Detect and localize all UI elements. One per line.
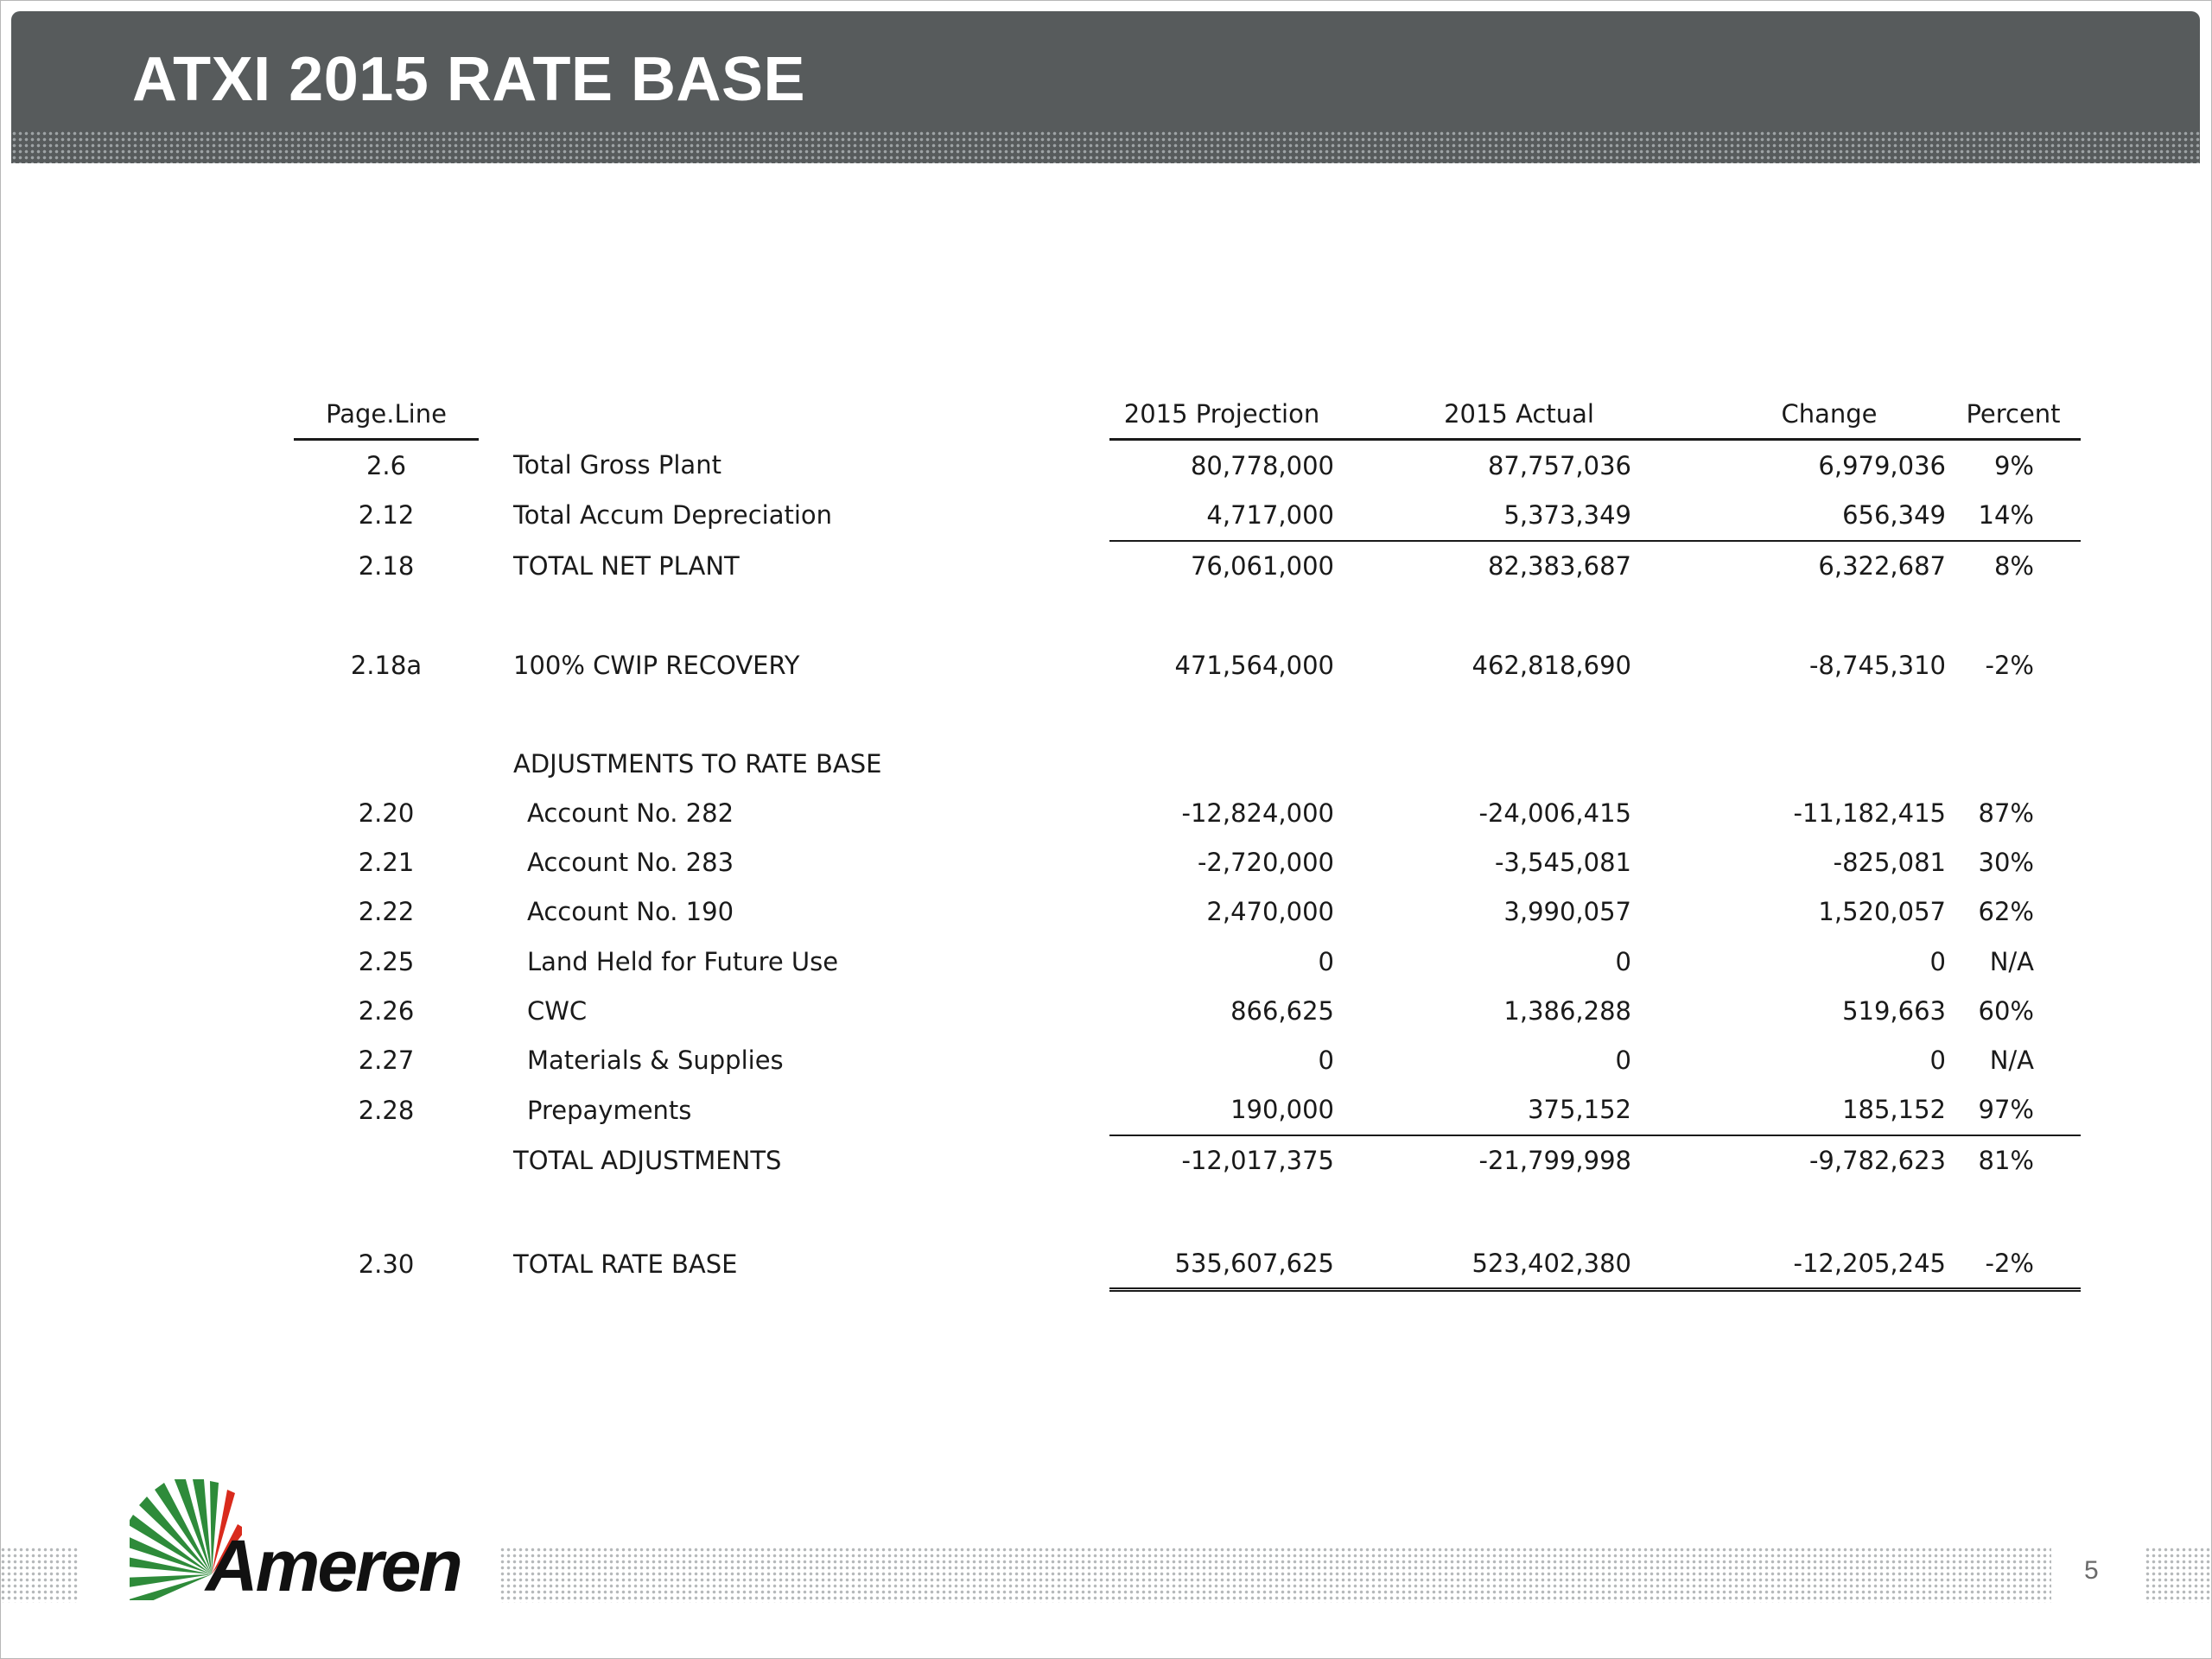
slide-title: ATXI 2015 RATE BASE [132, 45, 806, 114]
column-header-actual: 2015 Actual [1407, 389, 1631, 440]
projection-cell: -12,017,375 [1181, 1146, 1334, 1176]
page-line-cell: 2.26 [358, 995, 415, 1026]
actual-cell: 5,373,349 [1407, 490, 1631, 540]
percent-cell: 81% [1978, 1146, 2034, 1176]
actual-cell: -24,006,415 [1478, 798, 1631, 829]
table-row [294, 1085, 2081, 1135]
projection-cell: 0 [1318, 946, 1334, 976]
percent-cell: N/A [1989, 946, 2034, 976]
description-cell: TOTAL RATE BASE [513, 1249, 738, 1279]
page-line-cell: 2.18a [350, 650, 423, 680]
description-cell: Land Held for Future Use [527, 946, 839, 976]
description-cell: Prepayments [527, 1095, 692, 1125]
projection-cell: 866,625 [1230, 995, 1334, 1026]
change-cell: -12,205,245 [1635, 1238, 1946, 1290]
actual-cell: 523,402,380 [1407, 1238, 1631, 1290]
change-cell: 0 [1929, 946, 1946, 976]
projection-cell: 2,470,000 [1206, 897, 1334, 927]
change-cell: 519,663 [1842, 995, 1946, 1026]
ameren-logo [130, 1479, 461, 1609]
spacer-row [294, 690, 2081, 739]
page-line-cell: 2.27 [358, 1046, 415, 1076]
percent-cell: 14% [1946, 490, 2081, 540]
page-line-cell: 2.25 [358, 946, 415, 976]
projection-cell: 4,717,000 [1109, 490, 1334, 540]
page-line-cell: 2.21 [358, 848, 415, 878]
table-row [294, 986, 2081, 1035]
change-cell: -8,745,310 [1808, 650, 1946, 680]
table-row [294, 440, 2081, 491]
projection-cell: 0 [1318, 1046, 1334, 1076]
change-cell: -9,782,623 [1808, 1146, 1946, 1176]
actual-cell: 375,152 [1407, 1085, 1631, 1135]
page-line-cell: 2.18 [358, 550, 415, 581]
table-row [294, 789, 2081, 838]
description-cell: CWC [527, 995, 588, 1026]
table-row-subtotal [294, 1135, 2081, 1185]
description-cell: Account No. 283 [527, 848, 734, 878]
footer-dot-pattern [2145, 1547, 2212, 1603]
actual-cell: 1,386,288 [1503, 995, 1631, 1026]
column-header-page-line: Page.Line [294, 389, 479, 440]
percent-cell: 8% [1993, 551, 2034, 582]
percent-cell: 62% [1978, 897, 2034, 927]
change-cell: 656,349 [1635, 490, 1946, 540]
table-header-row [294, 389, 2081, 440]
table-row [294, 1035, 2081, 1084]
section-heading: ADJUSTMENTS TO RATE BASE [513, 748, 882, 779]
section-heading-row [294, 739, 2081, 788]
projection-cell: -12,824,000 [1181, 798, 1334, 829]
footer-dot-pattern [0, 1547, 79, 1603]
description-cell: Total Gross Plant [513, 450, 721, 480]
change-cell: 185,152 [1635, 1085, 1946, 1135]
actual-cell: 87,757,036 [1487, 450, 1631, 480]
projection-cell: 76,061,000 [1190, 551, 1334, 582]
change-cell: -825,081 [1833, 848, 1946, 878]
actual-cell: -21,799,998 [1478, 1146, 1631, 1176]
projection-cell: 535,607,625 [1109, 1238, 1334, 1290]
percent-cell: 30% [1978, 848, 2034, 878]
page-number: 5 [2084, 1556, 2099, 1585]
percent-cell: 60% [1978, 995, 2034, 1026]
projection-cell: 471,564,000 [1174, 650, 1334, 680]
change-cell: 0 [1929, 1046, 1946, 1076]
change-cell: 6,322,687 [1818, 551, 1946, 582]
table-row [294, 887, 2081, 937]
percent-cell: 87% [1978, 798, 2034, 829]
table-row [294, 838, 2081, 887]
description-cell: TOTAL ADJUSTMENTS [513, 1145, 782, 1175]
description-cell: Total Accum Depreciation [513, 500, 833, 531]
logo-wordmark: Ameren [206, 1525, 461, 1606]
header-bar [11, 11, 2200, 163]
description-cell: TOTAL NET PLANT [513, 550, 740, 581]
rate-base-table [294, 389, 2081, 1292]
percent-cell: 97% [1946, 1085, 2081, 1135]
actual-cell: -3,545,081 [1494, 848, 1631, 878]
page-line-cell: 2.30 [358, 1249, 415, 1279]
actual-cell: 3,990,057 [1503, 897, 1631, 927]
table-row-subtotal [294, 541, 2081, 591]
column-header-percent: Percent [1946, 389, 2081, 440]
table-row [294, 937, 2081, 986]
column-header-projection: 2015 Projection [1109, 389, 1334, 440]
actual-cell: 0 [1615, 1046, 1631, 1076]
change-cell: -11,182,415 [1793, 798, 1946, 829]
description-cell: Account No. 190 [527, 897, 734, 927]
table-row-subtotal [294, 640, 2081, 690]
table-row-total [294, 1238, 2081, 1290]
change-cell: 1,520,057 [1818, 897, 1946, 927]
description-cell: Materials & Supplies [527, 1046, 784, 1076]
description-cell: Account No. 282 [527, 798, 734, 829]
percent-cell: 9% [1993, 450, 2034, 480]
projection-cell: 80,778,000 [1190, 450, 1334, 480]
page-line-cell: 2.22 [358, 897, 415, 927]
table-row [294, 490, 2081, 540]
change-cell: 6,979,036 [1818, 450, 1946, 480]
spacer-row [294, 591, 2081, 640]
page-line-cell: 2.6 [365, 450, 407, 480]
projection-cell: 190,000 [1109, 1085, 1334, 1135]
spacer-row [294, 1185, 2081, 1238]
actual-cell: 82,383,687 [1487, 551, 1631, 582]
actual-cell: 0 [1615, 946, 1631, 976]
page-line-cell: 2.20 [358, 798, 415, 829]
projection-cell: -2,720,000 [1197, 848, 1334, 878]
percent-cell: -2% [1985, 650, 2034, 680]
header-dot-pattern [11, 130, 2200, 163]
description-cell: 100% CWIP RECOVERY [513, 650, 800, 680]
page-line-cell: 2.28 [358, 1095, 415, 1125]
column-header-change: Change [1635, 389, 1946, 440]
percent-cell: N/A [1989, 1046, 2034, 1076]
page-line-cell: 2.12 [358, 500, 415, 531]
percent-cell: -2% [1946, 1238, 2081, 1290]
actual-cell: 462,818,690 [1471, 650, 1631, 680]
footer-dot-pattern [499, 1547, 2051, 1603]
